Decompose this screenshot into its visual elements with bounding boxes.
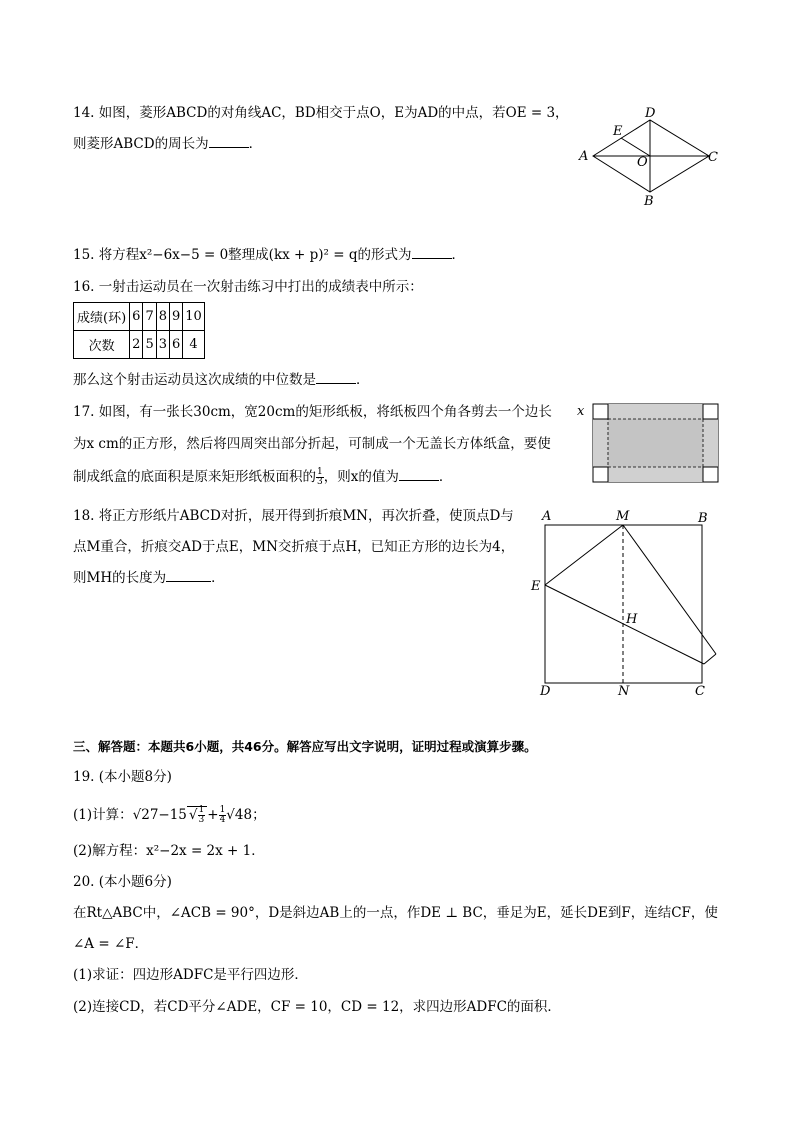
answer-blank [209,135,249,148]
q14-line2 [73,135,262,153]
q19-header: 19. (本小题8分) [73,769,172,785]
label-o: O [637,155,648,170]
q19-p1-plus: + [207,807,219,823]
q20-line1: 在Rt△ABC中，∠ACB = 90°，D是斜边AB上的一点，作DE ⊥ BC，垂足为E，延长DE到F，连结CF，使 [73,905,718,921]
label-a: A [542,509,552,524]
q16-end: ． [356,372,370,388]
section-3-title: 三、解答题：本题共6小题，共46分。解答应写出文字说明，证明过程或演算步骤。 [73,739,537,754]
q19-p1-pre: (1)计算： [73,807,133,823]
label-x: x [577,404,585,419]
row-header-score: 成绩(环) [74,303,130,331]
q14-end: ． [248,136,263,152]
q19-part2: (2)解方程：x²−2x = 2x + 1． [73,843,265,859]
q16-text: 16. 一射击运动员在一次射击练习中打出的成绩表中所示： [73,279,423,295]
sqrt-one-third: √ $\frac{1}{3}$ [187,806,207,823]
sqrt-48: √48 [226,807,253,823]
label-m: M [616,509,630,524]
label-c: C [695,684,705,699]
folded-corner-edge [704,654,716,664]
q18-line3 [73,569,225,587]
label-b: B [644,194,654,209]
q17-line2: 为x cm的正方形，然后将四周突出部分折起，可制成一个无盖长方体纸盒，要使 [73,436,551,452]
q15-line [73,246,465,264]
cardboard-figure [574,400,726,486]
answer-blank [399,468,439,481]
q16-question-line [73,371,370,389]
q16-question: 那么这个射击运动员这次成绩的中位数是 [73,372,316,388]
fraction-one-third: $\frac{1}{3}$ [317,467,323,487]
q15-end: ． [451,247,465,263]
q14-line2-text: 则菱形ABCD的周长为 [73,136,209,152]
label-n: N [618,684,630,699]
rhombus-figure [575,102,725,210]
label-e: E [531,579,541,594]
table-cell: 8 [156,303,169,331]
segment-oe [621,138,650,156]
table-cell: 5 [143,331,156,359]
q18-line3-text: 则MH的长度为 [73,570,167,586]
label-h: H [626,612,638,627]
q18-end: ． [211,570,225,586]
corner-square [593,404,608,419]
q18-line2: 点M重合，折痕交AD于点E，MN交折痕于点H，已知正方形的边长为4， [73,539,515,555]
corner-square [703,467,718,482]
table-cell: 6 [130,303,143,331]
q17-line3-post: ，则x的值为 [323,469,399,485]
q18-line1: 18. 将正方形纸片ABCD对折，展开得到折痕MN，再次折叠，使顶点D与 [73,508,514,524]
q17-line1: 17. 如图，有一张长30cm，宽20cm的矩形纸板，将纸板四个角各剪去一个边长 [73,404,552,420]
row-header-count: 次数 [74,331,130,359]
table-cell: 2 [130,331,143,359]
table-cell: 3 [156,331,169,359]
fraction-one-quarter: $\frac{1}{4}$ [219,805,226,825]
q20-part2: (2)连接CD，若CD平分∠ADE，CF = 10，CD = 12，求四边形ADFC的面积． [73,999,561,1015]
label-b: B [698,511,708,526]
corner-square [593,467,608,482]
label-d: D [540,684,551,699]
q14-line1: 14. 如图，菱形ABCD的对角线AC，BD相交于点O，E为AD的中点，若OE = 3， [73,105,569,121]
q20-line2: ∠A = ∠F． [73,936,149,952]
q17-end: ． [438,469,453,485]
table-row [74,331,205,359]
label-d: D [645,106,656,121]
table-cell: 9 [170,303,183,331]
answer-blank [166,569,211,582]
q17-line3-pre: 制成纸盒的底面积是原来矩形纸板面积的 [73,469,316,485]
segment-em [545,525,623,585]
q19-p1-minus: −15 [158,807,187,823]
square-fold-figure [528,505,724,699]
q20-part1: (1)求证：四边形ADFC是平行四边形． [73,967,308,983]
corner-square [703,404,718,419]
table-cell: 4 [183,331,205,359]
fold-line [545,585,704,664]
label-e: E [613,124,623,139]
q19-p1-end: ； [252,807,266,823]
table-cell: 6 [170,331,183,359]
q15-text: 15. 将方程x²−6x−5 = 0整理成(kx + p)² = q的形式为 [73,247,412,263]
answer-blank [316,371,356,384]
q17-line3 [73,468,452,487]
box-base [608,419,703,467]
q19-part1 [73,806,266,825]
table-cell: 7 [143,303,156,331]
label-c: C [708,150,718,165]
table-row [74,303,205,331]
q20-header: 20. (本小题6分) [73,874,172,890]
answer-blank [412,246,452,259]
table-cell: 10 [183,303,205,331]
sqrt-27: √27 [132,807,159,823]
score-table [73,302,205,359]
label-a: A [579,149,589,164]
